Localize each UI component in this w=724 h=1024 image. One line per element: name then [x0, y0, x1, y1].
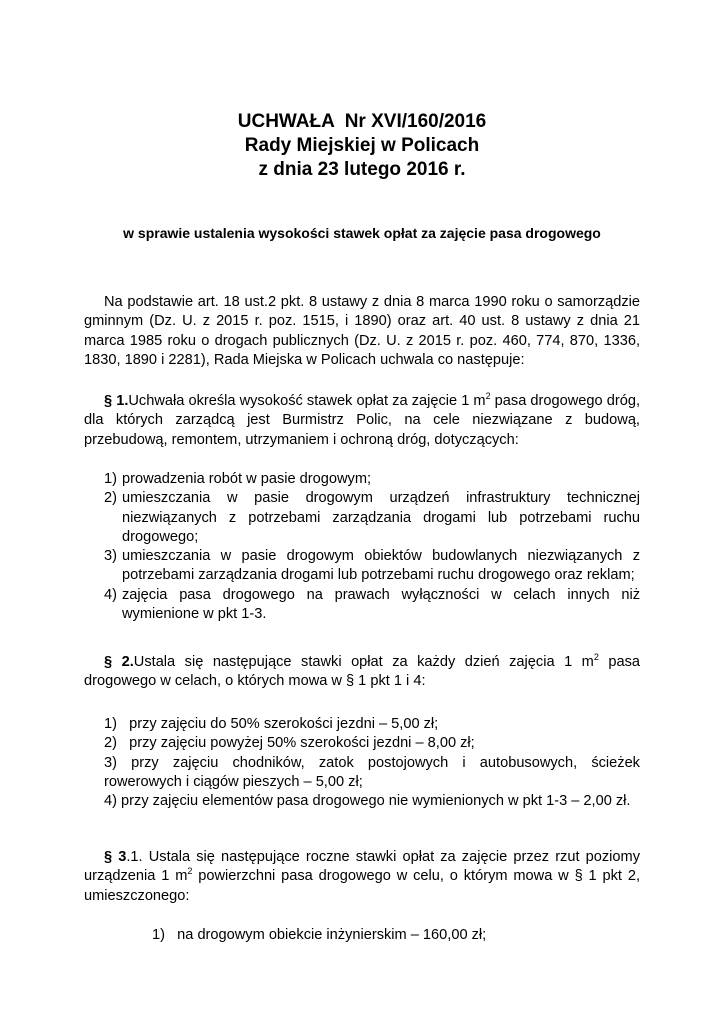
list-item-text: przy zajęciu elementów pasa drogowego nie wymienionych w pkt 1-3 – 2,00 zł. [121, 793, 631, 810]
section-1-text [84, 392, 640, 450]
list-item-text: umieszczania w pasie drogowym urządzeń infrastruktury technicznej niezwiązanych z potrzebami zarządzania drogami lub potrzebami ruchu drogowego; [122, 490, 640, 545]
section-2-label: § 2. [104, 654, 134, 670]
section-1-label: § 1. [104, 393, 129, 409]
preamble [84, 293, 640, 370]
list-item [84, 734, 640, 753]
section-2-list [84, 715, 640, 811]
section-2-text-a: Ustala się następujące stawki opłat za każdy dzień zajęcia 1 m [133, 654, 594, 670]
list-item-number: 1) [104, 471, 117, 487]
list-item-text: prowadzenia robót w pasie drogowym; [122, 471, 372, 487]
list-item-text: przy zajęciu powyżej 50% szerokości jezdni – 8,00 zł; [129, 735, 475, 752]
list-item-text: na drogowym obiekcie inżynierskim – 160,00 zł; [177, 927, 487, 943]
list-item-text: zajęcia pasa drogowego na prawach wyłączności w celach innych niż wymienione w pkt 1-3. [122, 586, 640, 623]
list-item-number: 1) [104, 716, 117, 732]
section-1 [84, 392, 640, 450]
list-item [84, 586, 640, 625]
list-item-number: 3) [104, 548, 117, 565]
list-item [84, 754, 640, 793]
section-3-text-a: .1. Ustala się następujące roczne stawki opłat za zajęcie przez rzut poziomy urządzenia 1 m [84, 849, 640, 885]
section-3-text-b: powierzchni pasa drogowego w celu, o którym mowa w § 1 pkt 2, umieszczonego: [84, 868, 640, 904]
section-1-list [84, 470, 640, 624]
resolution-date: z dnia 23 lutego 2016 r. [258, 159, 466, 180]
list-item [84, 470, 640, 489]
list-item [84, 715, 640, 734]
section-1-text-a: Uchwała określa wysokość stawek opłat za zajęcie 1 m [128, 393, 486, 409]
section-2-sup: 2 [593, 652, 599, 662]
list-item [152, 926, 486, 945]
resolution-number: UCHWAŁA Nr XVI/160/2016 [237, 111, 487, 132]
section-2-text [84, 653, 640, 692]
section-3-sup: 2 [187, 866, 193, 877]
list-item-number: 3) [104, 754, 117, 771]
list-item-number: 2) [104, 490, 117, 507]
section-3-text [84, 848, 640, 906]
section-1-sup: 2 [485, 391, 491, 401]
list-item-text: umieszczania w pasie drogowym obiektów budowlanych niezwiązanych z potrzebami zarządzania drogami lub potrzebami ruchu drogowego oraz reklam; [122, 548, 640, 584]
list-item [84, 489, 640, 547]
section-3-label: § 3 [104, 849, 127, 865]
section-1-text-b: pasa drogowego dróg, dla których zarządcą jest Burmistrz Polic, na cele niezwiązane z budową, przebudową, remontem, utrzymaniem i ochroną dróg, dotyczących: [84, 393, 640, 448]
list-item [84, 547, 640, 586]
list-item [84, 792, 640, 811]
resolution-subject: w sprawie ustalenia wysokości stawek opłat za zajęcie pasa drogowego [123, 225, 601, 241]
list-item-text: przy zajęciu chodników, zatok postojowych i autobusowych, ścieżek rowerowych i ciągów pieszych – 5,00 zł; [104, 754, 640, 790]
section-2-text-b: pasa drogowego w celach, o których mowa w § 1 pkt 1 i 4: [84, 654, 641, 690]
section-2 [84, 653, 640, 692]
resolution-header [0, 110, 724, 182]
resolution-council: Rady Miejskiej w Policach [244, 135, 480, 156]
preamble-text: Na podstawie art. 18 ust.2 pkt. 8 ustawy z dnia 8 marca 1990 roku o samorządzie gminnym (Dz. U. z 2015 r. poz. 1515, i 1890) oraz art. 40 ust. 8 ustawy z dnia 21 marca 1985 roku o drogach publicznych (Dz. U. z 2015 r. poz. 460, 774, 870, 1336, 1830, 1890 i 2281), Rada Miejska w Policach uchwala co następuje: [84, 294, 640, 368]
list-item-number: 1) [152, 927, 165, 943]
list-item-number: 4) [104, 793, 117, 810]
list-item-text: przy zajęciu do 50% szerokości jezdni – 5,00 zł; [129, 716, 439, 732]
section-3 [84, 848, 640, 906]
list-item-number: 4) [104, 586, 117, 603]
list-item-number: 2) [104, 735, 117, 752]
